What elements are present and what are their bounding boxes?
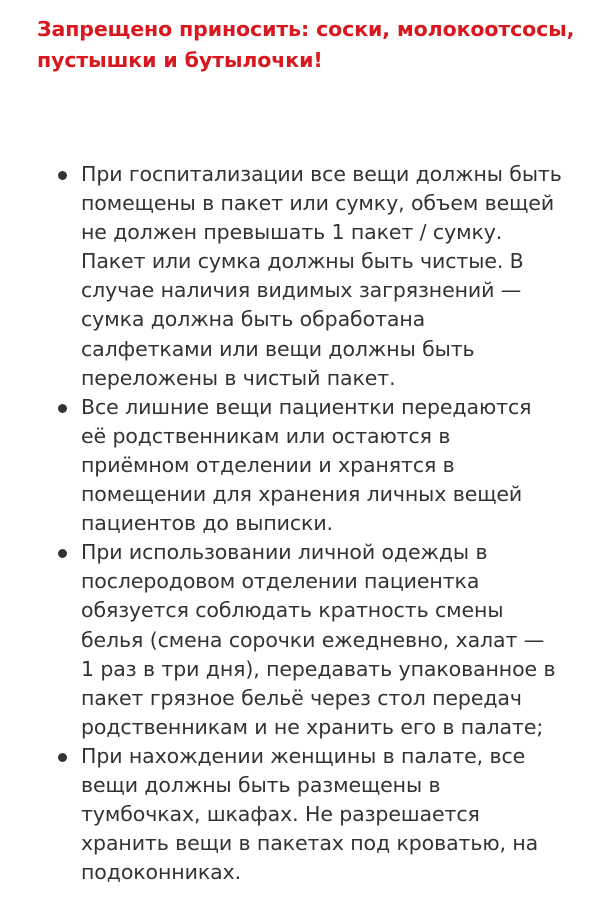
list-item bbox=[57, 393, 562, 538]
prohibited-items-warning: Запрещено приносить: соски, молокоотсосы, пустышки и бутылочки! bbox=[37, 17, 575, 72]
list-item-text: Все лишние вещи пациентки передаются её родственникам или остаются в приёмном отделении и хранятся в помещении для хранения личных вещей пациентов до выписки. bbox=[81, 394, 532, 536]
belongings-rules-list bbox=[57, 160, 562, 887]
bullet-icon bbox=[58, 549, 67, 558]
list-item bbox=[57, 160, 562, 393]
list-item-text: При нахождении женщины в палате, все вещи должны быть размещены в тумбочках, шкафах. Не разрешается хранить вещи в пакетах под кроватью, на подоконниках. bbox=[81, 743, 539, 885]
list-item bbox=[57, 538, 562, 742]
bullet-icon bbox=[58, 404, 67, 413]
list-item-text: При использовании личной одежды в послеродовом отделении пациентка обязуется соблюдать кратность смены белья (смена сорочки ежедневно, халат — 1 раз в три дня), передавать упакованное в пакет грязное бельё через стол передач родственникам и не хранить его в палате; bbox=[81, 540, 556, 739]
list-item-text: При госпитализации все вещи должны быть помещены в пакет или сумку, объем вещей не должен превышать 1 пакет / сумку. Пакет или сумка должны быть чистые. В случае наличия видимых загрязнений — сумка должна быть обработана салфетками или вещи должны быть переложены в чистый пакет. bbox=[81, 162, 562, 390]
bullet-icon bbox=[58, 753, 67, 762]
list-item bbox=[57, 742, 562, 887]
bullet-icon bbox=[58, 171, 67, 180]
